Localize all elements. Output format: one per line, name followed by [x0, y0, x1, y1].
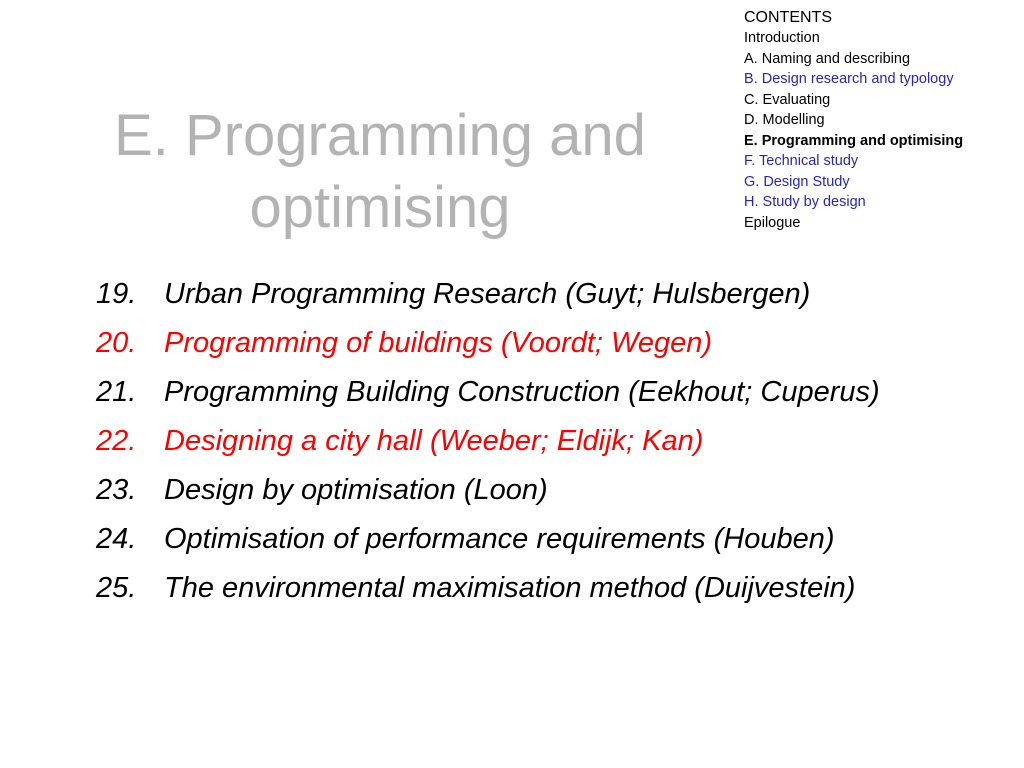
chapter-title: The environmental maximisation method (Duijvestein): [164, 572, 856, 604]
toc-item-modelling[interactable]: D. Modelling: [744, 112, 825, 128]
page-title: [60, 100, 700, 244]
page-title-line-1: E. Programming and: [114, 103, 646, 168]
chapter-title: Programming Building Construction (Eekhout; Cuperus): [164, 376, 880, 408]
contents-heading: CONTENTS: [744, 9, 832, 26]
chapter-number: 25.: [96, 572, 137, 604]
chapter-number: 19.: [96, 278, 137, 310]
contents-nav: [744, 8, 1020, 233]
chapter-number: 23.: [96, 474, 137, 506]
chapter-number: 21.: [96, 376, 137, 408]
chapter-number: 20.: [96, 327, 137, 359]
chapter-item-21[interactable]: [96, 368, 1016, 417]
chapter-item-24[interactable]: [96, 515, 1016, 564]
chapter-title: Urban Programming Research (Guyt; Hulsbergen): [164, 278, 811, 310]
toc-item-technical-study[interactable]: F. Technical study: [744, 153, 859, 169]
chapter-title: Design by optimisation (Loon): [164, 474, 548, 506]
chapter-number: 24.: [96, 523, 137, 555]
toc-item-programming-and-optimising[interactable]: E. Programming and optimising: [744, 132, 964, 149]
chapter-number: 22.: [96, 425, 137, 457]
toc-item-evaluating[interactable]: C. Evaluating: [744, 91, 831, 108]
toc-item-introduction[interactable]: Introduction: [744, 30, 820, 46]
toc-item-design-research-and-typology[interactable]: B. Design research and typology: [744, 71, 954, 87]
chapter-item-25[interactable]: [96, 564, 1016, 613]
chapter-list: [96, 270, 1016, 613]
toc-item-design-study[interactable]: G. Design Study: [744, 173, 850, 190]
chapter-item-22[interactable]: [96, 417, 1016, 466]
toc-item-epilogue[interactable]: Epilogue: [744, 214, 801, 231]
toc-item-study-by-design[interactable]: H. Study by design: [744, 194, 866, 210]
chapter-item-19[interactable]: [96, 270, 1016, 319]
chapter-title: Optimisation of performance requirements (Houben): [164, 523, 835, 555]
chapter-title: Programming of buildings (Voordt; Wegen): [164, 327, 713, 359]
toc-item-naming-and-describing[interactable]: A. Naming and describing: [744, 50, 911, 67]
chapter-item-20[interactable]: [96, 319, 1016, 368]
page-title-line-2: optimising: [249, 175, 511, 240]
chapter-item-23[interactable]: [96, 466, 1016, 515]
chapter-title: Designing a city hall (Weeber; Eldijk; Kan): [164, 425, 704, 457]
